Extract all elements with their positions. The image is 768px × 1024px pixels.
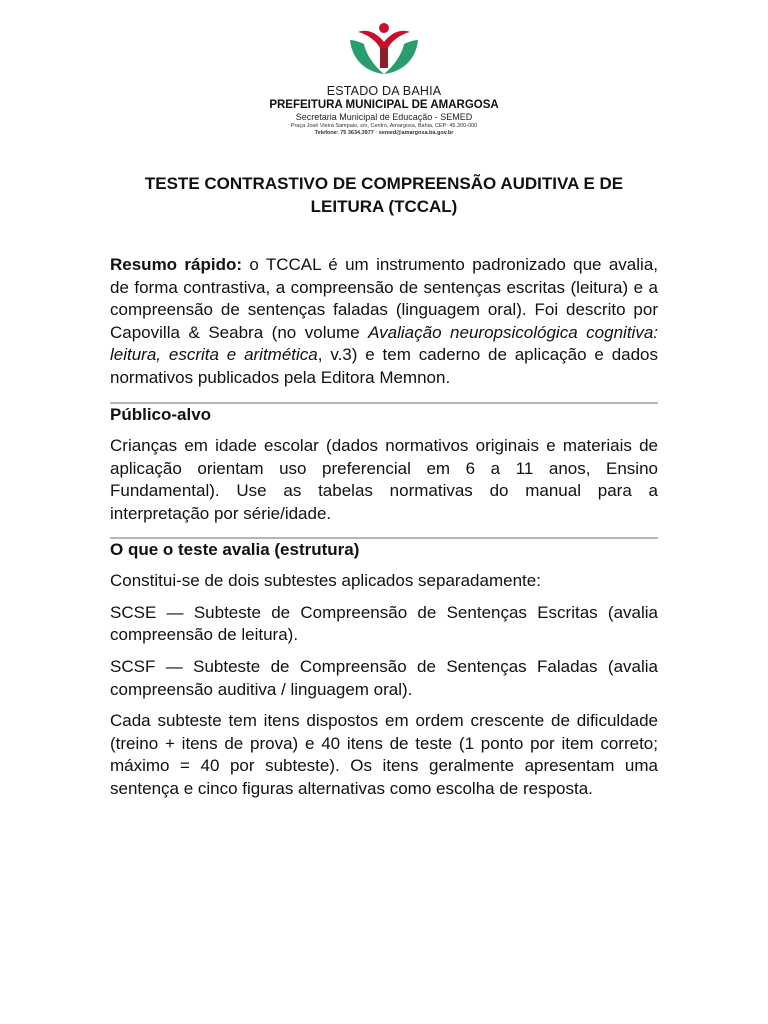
document-body [110,254,658,800]
summary-text-2: , v.3) e tem caderno de aplicação e dados normativos publicados pela Editora Memnon. [110,345,659,387]
prefeitura-name: PREFEITURA MUNICIPAL DE AMARGOSA [269,99,499,111]
letterhead [0,22,768,136]
estrutura-intro: Constitui-se de dois subtestes aplicados separadamente: [110,571,541,591]
summary-paragraph [110,254,658,390]
estrutura-heading: O que o teste avalia (estrutura) [110,539,360,559]
secretaria-name: Secretaria Municipal de Educação - SEMED [295,112,473,122]
prefeitura-logo-icon [344,22,424,78]
scse-description: SCSE — Subteste de Compreensão de Sentenças Escritas (avalia compreensão de leitura). [110,602,658,645]
scsf-description: SCSF — Subteste de Compreensão de Sentenças Faladas (avalia compreensão auditiva / linguagem oral). [110,656,658,699]
itens-description: Cada subteste tem itens dispostos em ordem crescente de dificuldade (treino + itens de prova) e 40 itens de teste (1 ponto por item correto; máximo = 40 por subteste). Os itens geralmente apresentam uma sentença e cinco figuras alternativas como escolha de resposta. [110,711,658,798]
contact-line: Telefone: 75 3634.3977 · semed@amargosa.ba.gov.br [314,130,454,136]
publico-alvo-text: Crianças em idade escolar (dados normativos originais e materiais de aplicação orientam uso preferencial em 6 a 11 anos, Ensino Fundamental). Use as tabelas normativas do manual para a interpretação por série/idade. [110,436,658,523]
summary-book-title: Avaliação neuropsicológica cognitiva: leitura, escrita e aritmética [110,322,658,365]
document-title: TESTE CONTRASTIVO DE COMPREENSÃO AUDITIVA E DE LEITURA (TCCAL) [144,174,624,216]
publico-alvo-heading: Público-alvo [110,404,212,424]
address-line: Praça José Vieira Sampaio, s/n, Centro, Amargosa, Bahia, CEP: 45.300-000 [290,123,478,129]
summary-text-1: o TCCAL é um instrumento padronizado que avalia, de forma contrastiva, a compreensão de sentenças escritas (leitura) e a compreensão de sentenças faladas (linguagem oral). Foi descrito por Capovilla & Seabra (no volume [110,255,658,342]
summary-label: Resumo rápido: [110,255,243,274]
state-name: ESTADO DA BAHIA [326,84,442,98]
